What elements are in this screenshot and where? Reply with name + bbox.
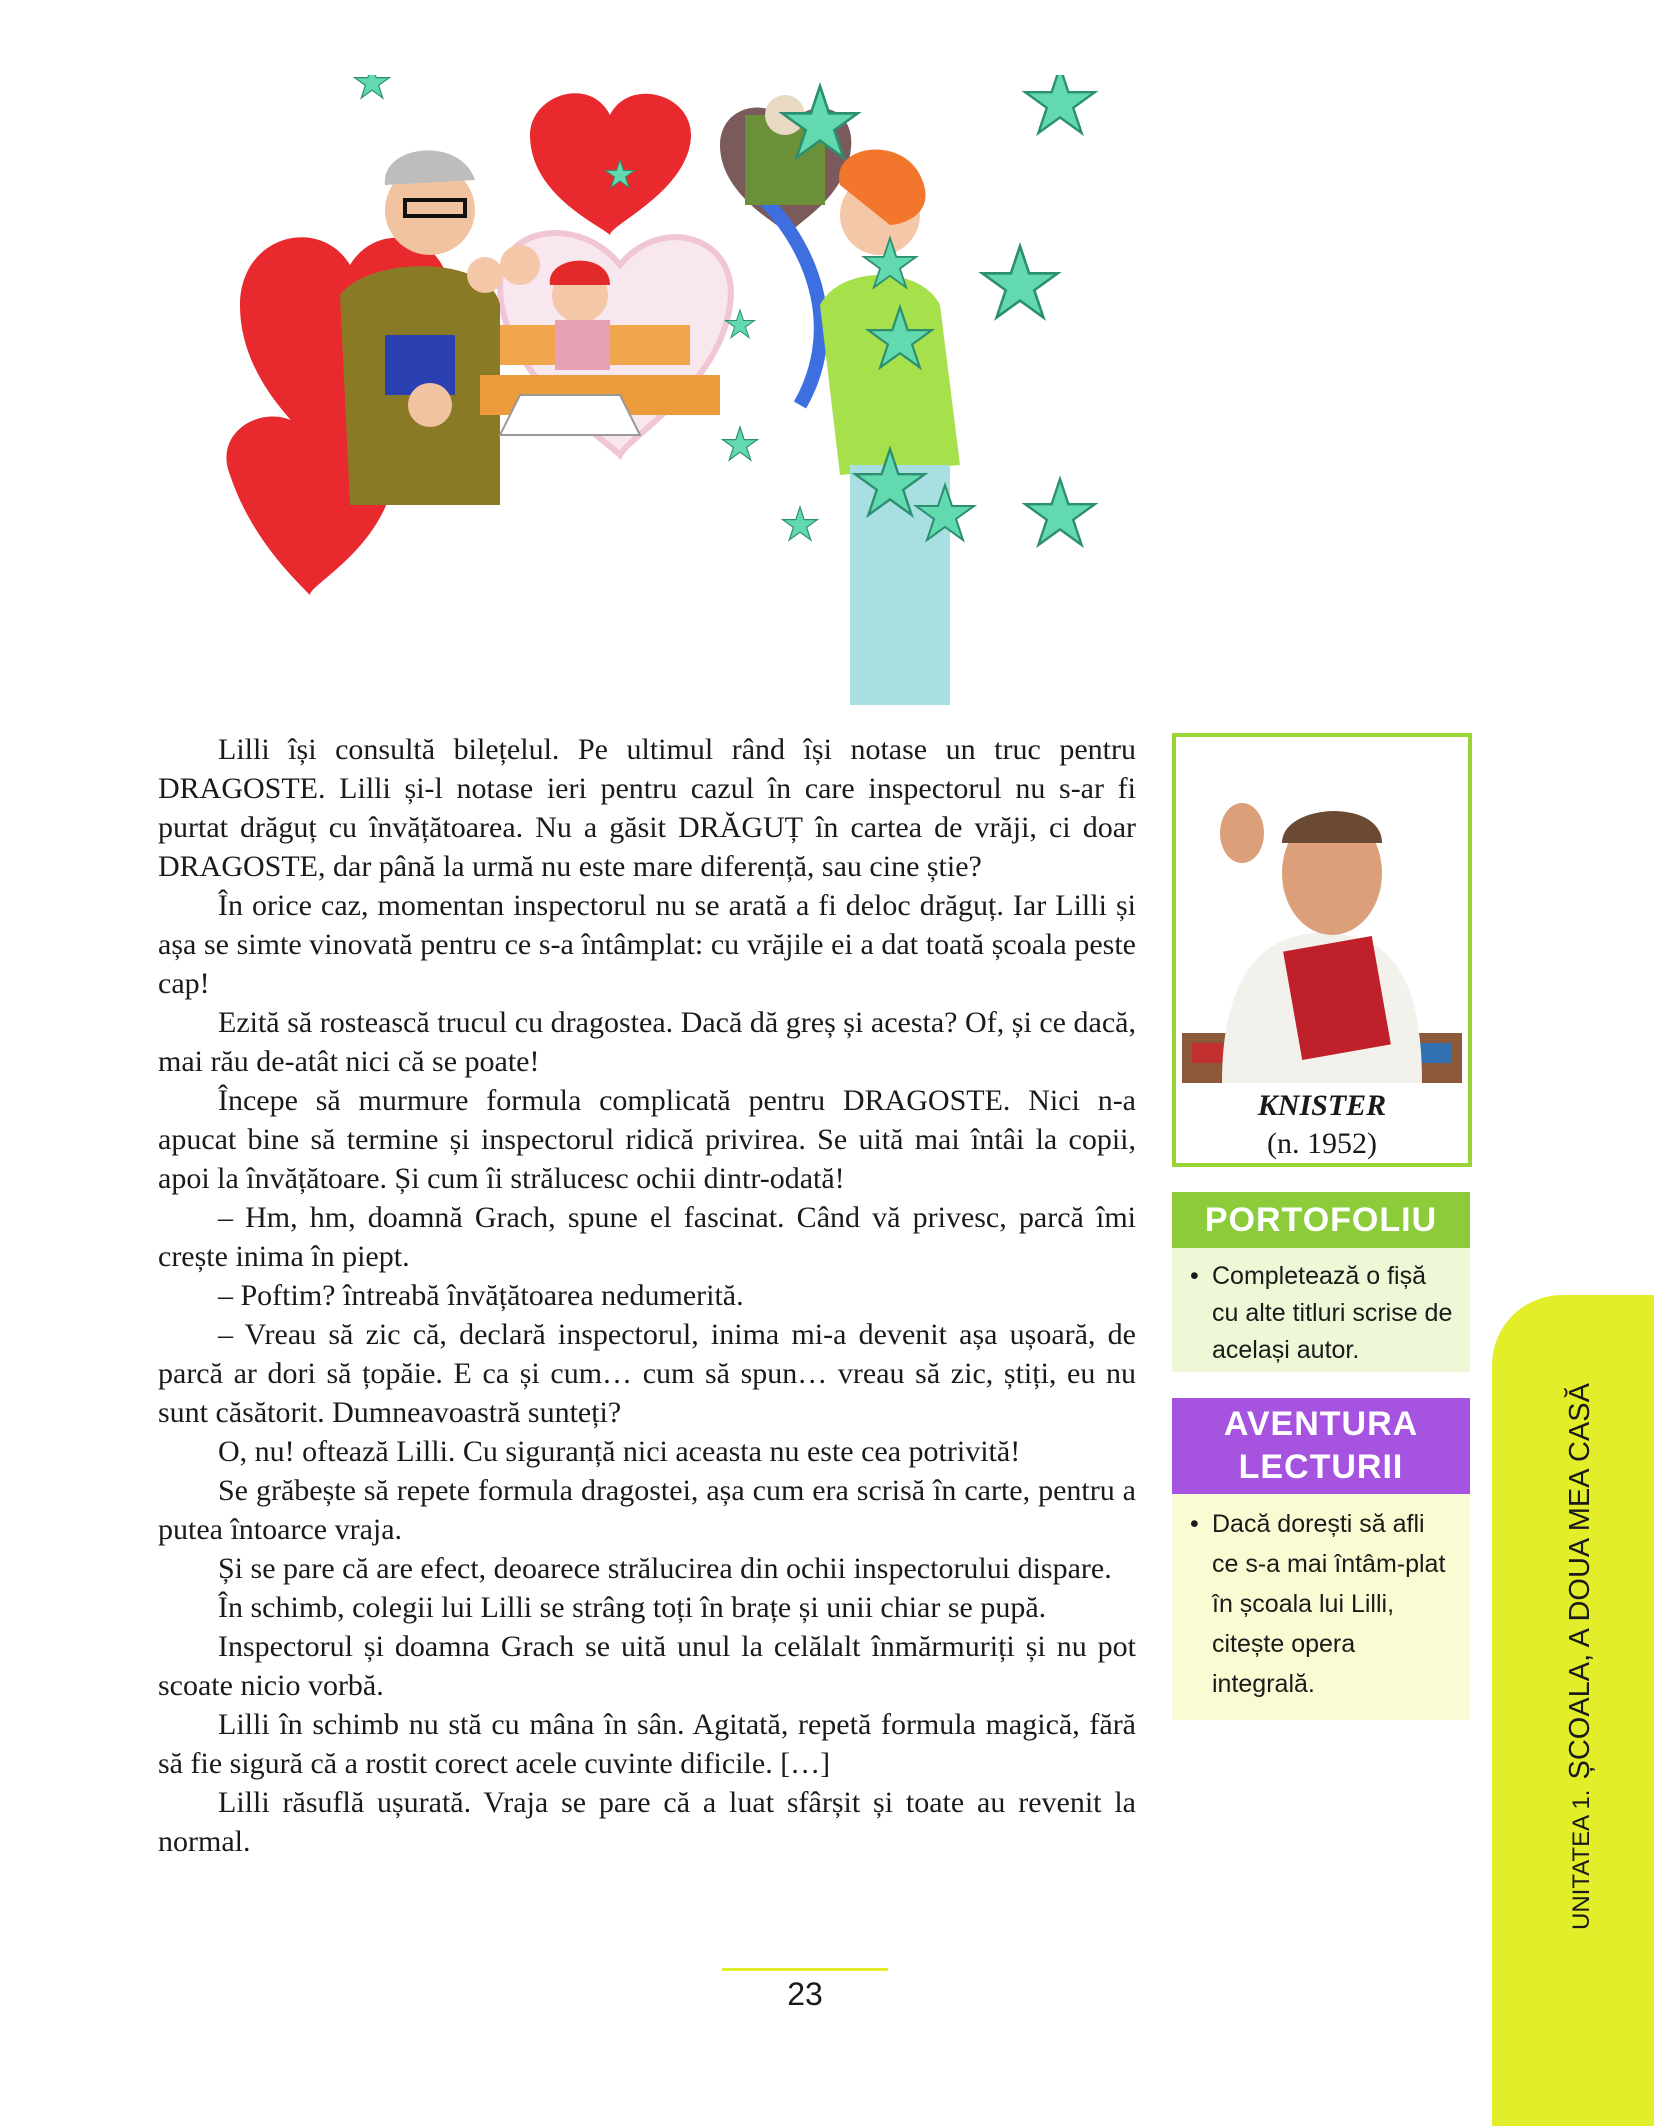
story-paragraph: Ezită să rostească trucul cu dragostea. Dacă dă greș și acesta? Of, și ce dacă, mai rău de-atât nici că se poate! (158, 1006, 1136, 1078)
author-box (1172, 733, 1472, 1167)
story-paragraph: Inspectorul și doamna Grach se uită unul la celălalt înmărmuriți și nu pot scoate nicio vorbă. (158, 1630, 1136, 1702)
adventure-heading (1172, 1398, 1470, 1494)
unit-label (1564, 1383, 1597, 1930)
story-text (158, 730, 1136, 1861)
portfolio-heading: PORTOFOLIU (1172, 1192, 1470, 1248)
portfolio-box (1172, 1248, 1470, 1372)
story-paragraph: În schimb, colegii lui Lilli se strâng toți în brațe și unii chiar se pupă. (218, 1591, 1047, 1624)
heart-top (530, 93, 691, 235)
portfolio-item: • Completează o fișă cu alte titluri scrise de același autor. (1190, 1258, 1456, 1369)
unit-title: ȘCOALA, A DOUA MEA CASĂ (1564, 1383, 1596, 1780)
story-paragraph: – Hm, hm, doamnă Grach, spune el fascinat. Când vă privesc, parcă îmi crește inima în piept. (158, 1201, 1136, 1273)
adventure-box (1172, 1494, 1470, 1720)
teacher-body (820, 275, 960, 475)
story-paragraph: O, nu! oftează Lilli. Cu siguranță nici aceasta nu este cea potrivită! (218, 1435, 1021, 1468)
story-paragraph: Și se pare că are efect, deoarece strălucirea din ochii inspectorului dispare. (218, 1552, 1112, 1585)
story-paragraph: – Poftim? întreabă învățătoarea nedumerită. (218, 1279, 744, 1312)
story-paragraph: Se grăbește să repete formula dragostei, așa cum era scrisă în carte, pentru a putea întoarce vraja. (158, 1474, 1136, 1546)
story-paragraph: Începe să murmure formula complicată pentru DRAGOSTE. Nici n-a apucat bine să termine și inspectorul ridică privirea. Se uită mai întâi la copii, apoi la învățătoare. Și cum îi strălucesc ochii dintr-odată! (158, 1084, 1136, 1195)
story-paragraph: – Vreau să zic că, declară inspectorul, inima mi-a devenit așa ușoară, de parcă ar dori să țopăie. E ca și cum… cum să spun… vreau să zic, știți, eu nu sunt căsătorit. Dumneavoastră sunteți? (158, 1318, 1136, 1429)
adventure-heading-line2: LECTURII (1238, 1448, 1404, 1486)
story-illustration (200, 75, 1460, 705)
story-paragraph: În orice caz, momentan inspectorul nu se arată a fi deloc drăguț. Iar Lilli și așa se simte vinovată pentru ce s-a întâmplat: cu vrăjile ei a dat toată școala peste cap! (158, 889, 1136, 1000)
adventure-item: • Dacă dorești să afli ce s-a mai întâm-plat în școala lui Lilli, citește opera integrală. (1190, 1504, 1456, 1704)
unit-prefix: UNITATEA 1. (1568, 1789, 1595, 1930)
author-photo (1182, 743, 1462, 1083)
story-paragraph: Lilli își consultă bilețelul. Pe ultimul rând își notase un truc pentru DRAGOSTE. Lilli și-l notase ieri pentru cazul în care inspectorul nu s-ar fi purtat drăguț cu învățătoarea. Nu a găsit DRĂGUȚ în cartea de vrăji, ci doar DRAGOSTE, dar până la urmă nu este mare diferență, sau cine știe? (158, 733, 1136, 883)
page-number: 23 (787, 1976, 823, 2012)
story-paragraph: Lilli răsuflă ușurată. Vraja se pare că a luat sfârșit și toate au revenit la normal. (158, 1786, 1136, 1858)
author-name: KNISTER (1257, 1089, 1387, 1122)
adventure-heading-line1: AVENTURA (1223, 1405, 1419, 1443)
author-years: (n. 1952) (1267, 1127, 1377, 1160)
story-paragraph: Lilli în schimb nu stă cu mâna în sân. Agitată, repetă formula magică, fără să fie sigură că a rostit corect acele cuvinte dificile. […] (158, 1708, 1136, 1780)
page-number-rule (722, 1968, 888, 1971)
